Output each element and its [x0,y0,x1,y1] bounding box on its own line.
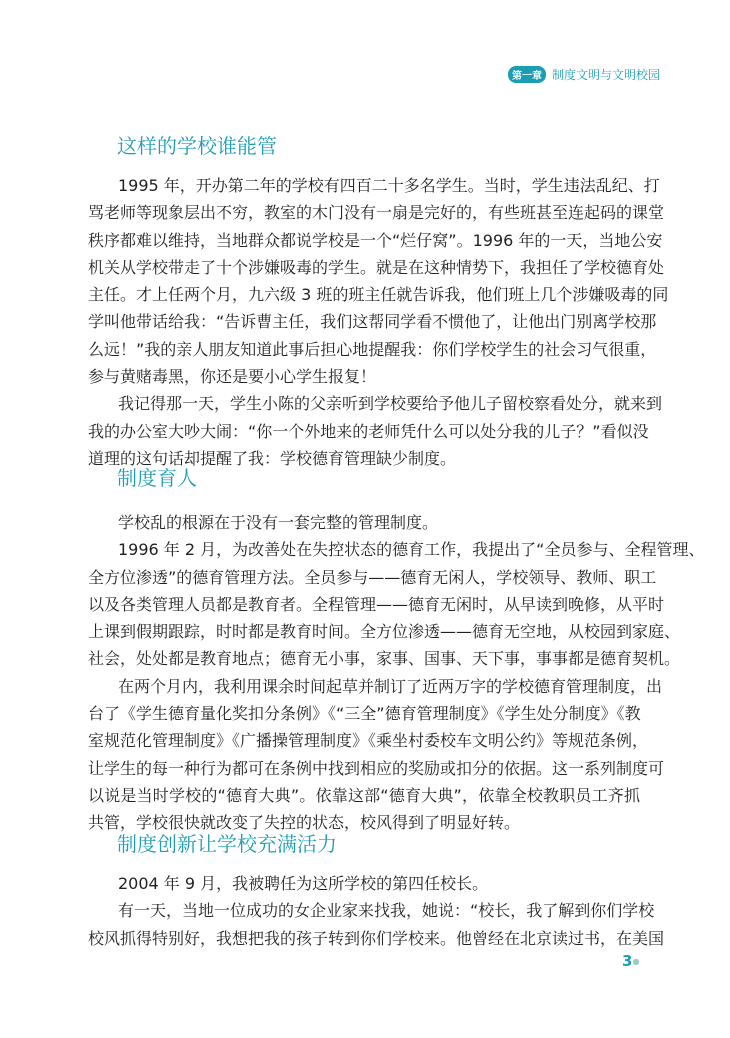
page-number: 3● [622,952,640,970]
paragraph [88,509,640,536]
text-line: 共管，学校很快就改变了失控的状态，校风得到了明显好转。 [88,813,521,833]
paragraph [88,870,640,897]
text-line: 道理的这句话却提醒了我：学校德育管理缺少制度。 [88,448,457,468]
chapter-badge: 第一章 [508,66,546,83]
text-line: 学叫他带话给我：“告诉曹主任，我们这帮同学看不惯他了，让他出门别离学校那 [88,312,657,332]
paragraph [88,172,669,390]
text-line: 让学生的每一种行为都可在条例中找到相应的奖励或扣分的依据。这一系列制度可 [88,758,665,778]
text-line: 有一天，当地一位成功的女企业家来找我，她说：“校长，我了解到你们学校 [118,901,655,921]
text-line: 校风抓得特别好，我想把我的孩子转到你们学校来。他曾经在北京读过书，在美国 [88,928,665,948]
paragraph [88,390,663,472]
chapter-title: 制度文明与文明校园 [552,68,661,82]
text-line: 在两个月内，我利用课余时间起草并制订了近两万字的学校德育管理制度，出 [118,676,663,696]
text-line: 我的办公室大吵大闹：“你一个外地来的老师凭什么可以处分我的儿子？”看似没 [88,421,649,441]
paragraph [88,673,665,837]
paragraph [88,897,665,952]
text-line: 骂老师等现象层出不穷，教室的木门没有一扇是完好的，有些班甚至连起码的课堂 [88,203,665,223]
section-heading: 制度育人 [117,466,197,490]
section-body [88,172,669,472]
text-line: 社会，处处都是教育地点；德育无小事，家事、国事、天下事，事事都是德育契机。 [88,649,681,669]
text-line: 秩序都难以维持，当地群众都说学校是一个“烂仔窝”。1996 年的一天，当地公安 [88,230,663,250]
text-line: 1996 年 2 月，为改善处在失控状态的德育工作，我提出了“全员参与、全程管理、 [118,540,705,560]
text-line: 2004 年 9 月，我被聘任为这所学校的第四任校长。 [118,874,489,893]
section-heading: 制度创新让学校充满活力 [117,832,337,856]
section-body [88,870,665,952]
text-line: 么远！”我的亲人朋友知道此事后担心地提醒我：你们学校学生的社会习气很重， [88,339,657,359]
text-line: 室规范化管理制度》《广播操管理制度》《乘坐村委校车文明公约》等规范条例， [88,731,649,751]
text-line: 1995 年，开办第二年的学校有四百二十多名学生。当时，学生违法乱纪、打 [118,176,660,195]
running-header [508,66,660,83]
text-line: 主任。才上任两个月，九六级 3 班的班主任就告诉我，他们班上几个涉嫌吸毒的同 [88,285,669,305]
section-body [88,509,705,837]
text-line: 全方位渗透”的德育管理方法。全员参与——德育无闲人，学校领导、教师、职工 [88,567,657,587]
text-line: 上课到假期跟踪，时时都是教育时间。全方位渗透——德育无空地，从校园到家庭、 [88,622,681,642]
text-line: 机关从学校带走了十个涉嫌吸毒的学生。就是在这种情势下，我担任了学校德育处 [88,257,665,277]
text-line: 以说是当时学校的“德育大典”。依靠这部“德育大典”，依靠全校教职员工齐抓 [88,785,640,805]
text-line: 我记得那一天，学生小陈的父亲听到学校要给予他儿子留校察看处分，就来到 [118,394,663,414]
section-heading: 这样的学校谁能管 [117,134,277,158]
text-line: 参与黄赌毒黑，你还是要小心学生报复！ [88,367,377,387]
text-line: 以及各类管理人员都是教育者。全程管理——德育无闲时，从早读到晚修，从平时 [88,594,665,614]
text-line: 学校乱的根源在于没有一套完整的管理制度。 [118,513,439,532]
text-line: 台了《学生德育量化奖扣分条例》《“三全”德育管理制度》《学生处分制度》《教 [88,704,641,724]
paragraph [88,536,705,672]
